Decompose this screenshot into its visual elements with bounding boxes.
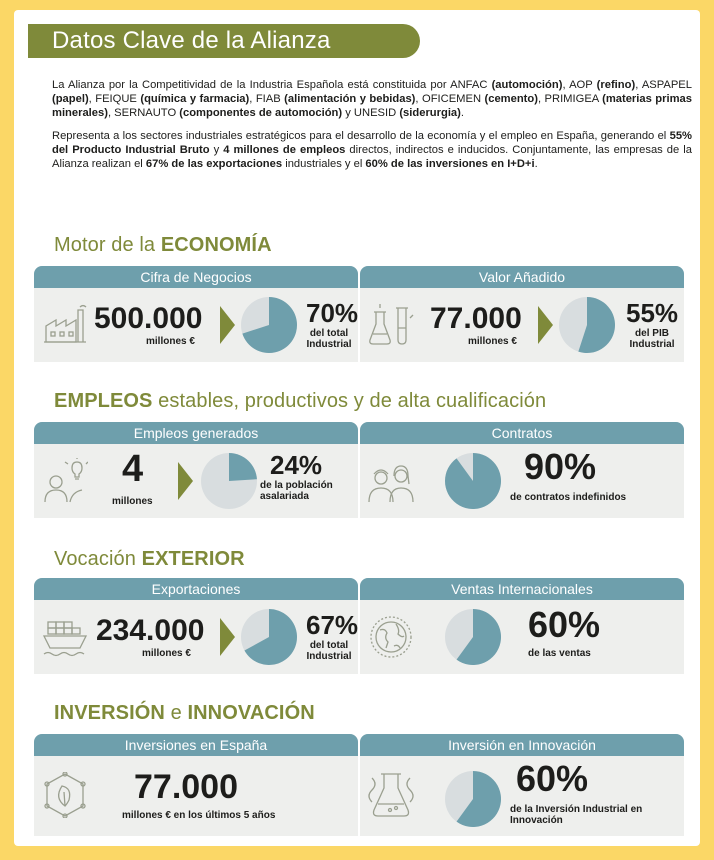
leaf-network-icon <box>42 772 88 818</box>
export-percent-label: del total Industrial <box>306 640 352 662</box>
section-title-exterior <box>54 548 245 571</box>
panel-valor-anadido <box>360 266 684 362</box>
section-title-bold: EMPLEOS <box>54 390 153 412</box>
intro-run: y UNESID <box>342 107 400 120</box>
intro-text <box>52 78 692 179</box>
page-title: Datos Clave de la Alianza <box>28 24 420 58</box>
panel-title: Contratos <box>360 422 684 444</box>
infographic-page <box>14 10 700 846</box>
panel-inversion-innovacion <box>360 734 684 836</box>
intro-run: directos, indirectos e inducidos. Conjuntamente, las empresas de la Alianza realizan el <box>52 143 692 171</box>
intro-run: 4 millones de empleos <box>223 143 346 156</box>
valor-percent-label: del PIB Industrial <box>629 328 675 350</box>
panel-inversiones-espana <box>34 734 358 836</box>
empleos-percent: 24% <box>270 450 323 480</box>
intro-run: , SERNAUTO <box>107 107 180 120</box>
intro-run: (materias primas minerales) <box>52 93 692 120</box>
empleos-unit: millones <box>112 496 153 507</box>
pie-export <box>240 608 298 666</box>
intro-run: (siderurgia) <box>399 107 461 120</box>
panel-contratos <box>360 422 684 518</box>
cifra-value: 500.000 <box>94 302 203 335</box>
intro-run: (refino) <box>596 79 636 91</box>
pie-ventas <box>444 608 502 666</box>
valor-percent: 55% <box>626 298 679 328</box>
intro-run: Representa a los sectores industriales estratégicos para el desarrollo de la economía y el empleo en España, generando el <box>52 129 670 142</box>
section-title-light: Motor de la <box>54 234 161 256</box>
intro-paragraph-2 <box>52 129 692 172</box>
panel-title: Valor Añadido <box>360 266 684 288</box>
valor-unit: millones € <box>468 336 517 347</box>
arrow-icon <box>220 618 235 656</box>
section-title-light: e <box>164 702 188 724</box>
invesp-unit: millones € en los últimos 5 años <box>122 810 276 821</box>
arrow-icon <box>220 306 235 344</box>
valor-value: 77.000 <box>430 302 522 335</box>
export-value: 234.000 <box>96 614 205 647</box>
section-title-bold-2: INNOVACIÓN <box>187 702 315 724</box>
intro-run: (alimentación y bebidas) <box>284 93 416 106</box>
intro-run: , AOP <box>562 79 597 91</box>
panel-cifra-negocios <box>34 266 358 362</box>
innov-percent-label: de la Inversión Industrial en Innovación <box>510 804 643 826</box>
section-title-empleos <box>54 390 546 413</box>
section-title-bold: INVERSIÓN <box>54 702 165 724</box>
intro-run: , ASPAPEL <box>635 79 692 91</box>
section-title-inversion <box>54 702 315 725</box>
section-title-economia <box>54 234 272 257</box>
panel-title: Ventas Internacionales <box>360 578 684 600</box>
export-unit: millones € <box>142 648 191 659</box>
contratos-percent-label: de contratos indefinidos <box>510 492 627 503</box>
intro-run: (automoción) <box>491 79 563 91</box>
pie-contratos <box>444 452 502 510</box>
cargo-ship-icon <box>42 614 88 660</box>
dna-flask-icon <box>368 772 414 818</box>
pie-innov <box>444 770 502 828</box>
intro-run: . <box>534 158 538 171</box>
panel-title: Inversión en Innovación <box>360 734 684 756</box>
contratos-percent: 90% <box>524 446 597 487</box>
intro-run: 55% del Producto Industrial Bruto <box>52 129 692 156</box>
panel-ventas-internacionales <box>360 578 684 674</box>
intro-run: , FIAB <box>249 93 285 106</box>
intro-run: (papel) <box>52 93 89 106</box>
intro-run: , FEIQUE <box>88 93 141 106</box>
intro-paragraph-1 <box>52 78 692 121</box>
intro-run: y <box>209 143 224 156</box>
panel-title: Cifra de Negocios <box>34 266 358 288</box>
cifra-percent-label: del total Industrial <box>306 328 352 350</box>
intro-run: . <box>460 107 464 120</box>
invesp-value: 77.000 <box>134 768 238 806</box>
ventas-percent-label: de las ventas <box>528 648 591 659</box>
intro-run: industriales y el <box>282 158 366 171</box>
lab-flask-icon <box>368 302 414 348</box>
intro-run: (química y farmacia) <box>140 93 250 106</box>
intro-run: 67% de las exportaciones <box>145 158 283 171</box>
arrow-icon <box>538 306 553 344</box>
empleos-value: 4 <box>122 448 144 490</box>
cifra-unit: millones € <box>146 336 195 347</box>
panel-exportaciones <box>34 578 358 674</box>
section-title-light: Vocación <box>54 548 142 570</box>
intro-run: (componentes de automoción) <box>179 107 343 120</box>
section-title-bold: EXTERIOR <box>141 548 245 570</box>
panel-title: Inversiones en España <box>34 734 358 756</box>
panel-title: Empleos generados <box>34 422 358 444</box>
pie-cifra <box>240 296 298 354</box>
panel-empleos-generados <box>34 422 358 518</box>
arrow-icon <box>178 462 193 500</box>
ventas-percent: 60% <box>528 604 601 645</box>
pie-empleos <box>200 452 258 510</box>
empleos-percent-label: de la población asalariada <box>260 480 333 502</box>
intro-run: La Alianza por la Competitividad de la Industria Española está constituida por ANFAC <box>52 79 492 91</box>
workers-icon <box>368 458 414 504</box>
factory-icon <box>42 302 88 348</box>
intro-run: 60% de las inversiones en I+D+i <box>365 158 535 171</box>
pie-valor <box>558 296 616 354</box>
cifra-percent: 70% <box>306 298 358 328</box>
section-title-light: estables, productivos y de alta cualificación <box>152 390 547 412</box>
intro-run: , OFICEMEN <box>415 93 485 106</box>
worker-idea-icon <box>42 458 88 504</box>
export-percent: 67% <box>306 610 358 640</box>
innov-percent: 60% <box>516 758 589 799</box>
intro-run: (cemento) <box>484 93 538 106</box>
pie-slice <box>229 453 257 481</box>
globe-icon <box>368 614 414 660</box>
intro-run: , PRIMIGEA <box>537 93 603 106</box>
panel-title: Exportaciones <box>34 578 358 600</box>
section-title-bold: ECONOMÍA <box>160 234 272 256</box>
pie-slice <box>445 453 501 509</box>
